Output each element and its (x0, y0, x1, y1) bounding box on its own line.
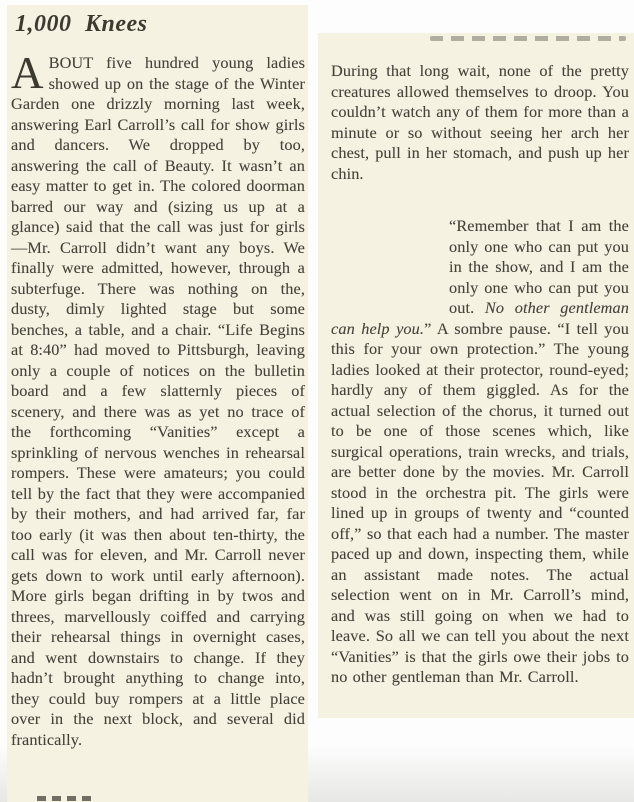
dropcap-letter: A (11, 48, 44, 99)
clipped-text-fragment-top (430, 36, 626, 41)
continuation-paragraph: During that long wait, none of the pretty creatures allowed themselves to droop. You couldn’t watch any of them for more than a minute or so without seeing her arch her chest, pull in her stomach, and push up her chin. (331, 61, 629, 183)
right-column-continuation-block (318, 33, 634, 205)
left-column-text: BOUT five hundred young ladies showed up on the stage of the Winter Garden one drizzly morning last week, answering Earl Carroll’s call for show girls and dancers. We dropped by too, answering the call of Beauty. It wasn’t an easy matter to get in. The colored doorman barred our way and (sizing us up at a glance) said that the call was just for girls—Mr. Carroll didn’t want any boys. We finally were admitted, however, through a subterfuge. There was nothing on the, dusty, dimly lighted stage but some benches, a table, and a chair. “Life Begins at 8:40” had moved to Pittsburgh, leaving only a couple of notices on the bulletin board and a few slatternly pieces of scenery, and there was as yet no trace of the forthcoming “Vanities” except a sprinkling of nervous wenches in rehearsal rompers. These were amateurs; you could tell by the fact that they were accompanied by their mothers, and had arrived far, far too early (it was then about ten-thirty, the call was for eleven, and Mr. Carroll never gets down to work until early afternoon). More girls began drifting in by twos and threes, marvellously coiffed and carrying their rehearsal things in overnight cases, and went downstairs to change. If they hadn’t brought anything to change into, they could buy rompers at a little place over in the next block, and several did frantically. (11, 53, 305, 749)
quote-rest-text: ” A sombre pause. “I tell you this for your own protection.” The young ladies looked at their protector, round-eyed; hardly any of them giggled. As for the actual selection of the chorus, it turned out to be one of those scenes which, like surgical operations, train wrecks, and trials, are better done by the movies. Mr. Carroll stood in the orchestra pit. The girls were lined up in groups of twenty and “counted off,” so that each had a number. The master paced up and down, inspecting them, while an assistant made notes. The actual selection went on in Mr. Carroll’s mind, and was still going on when we had to leave. So all we can tell you about the next “Vanities” is that the girls owe their jobs to no other gentleman than Mr. Carroll. (331, 318, 629, 687)
left-column-paragraph (11, 48, 305, 750)
left-column (7, 5, 308, 802)
article-title: 1,000 Knees (15, 11, 148, 37)
quote-paragraph (331, 216, 629, 688)
right-column-quote-block (318, 195, 634, 718)
text-wrap-spacer (331, 216, 449, 299)
quote-lead-text: “Remember that I am the only one who can put you in the show, and I am the only one who can put you out. (449, 216, 629, 318)
quote-italic-text: No other gentleman can help you. (331, 298, 629, 338)
clipped-text-fragment-bottom (37, 796, 95, 801)
